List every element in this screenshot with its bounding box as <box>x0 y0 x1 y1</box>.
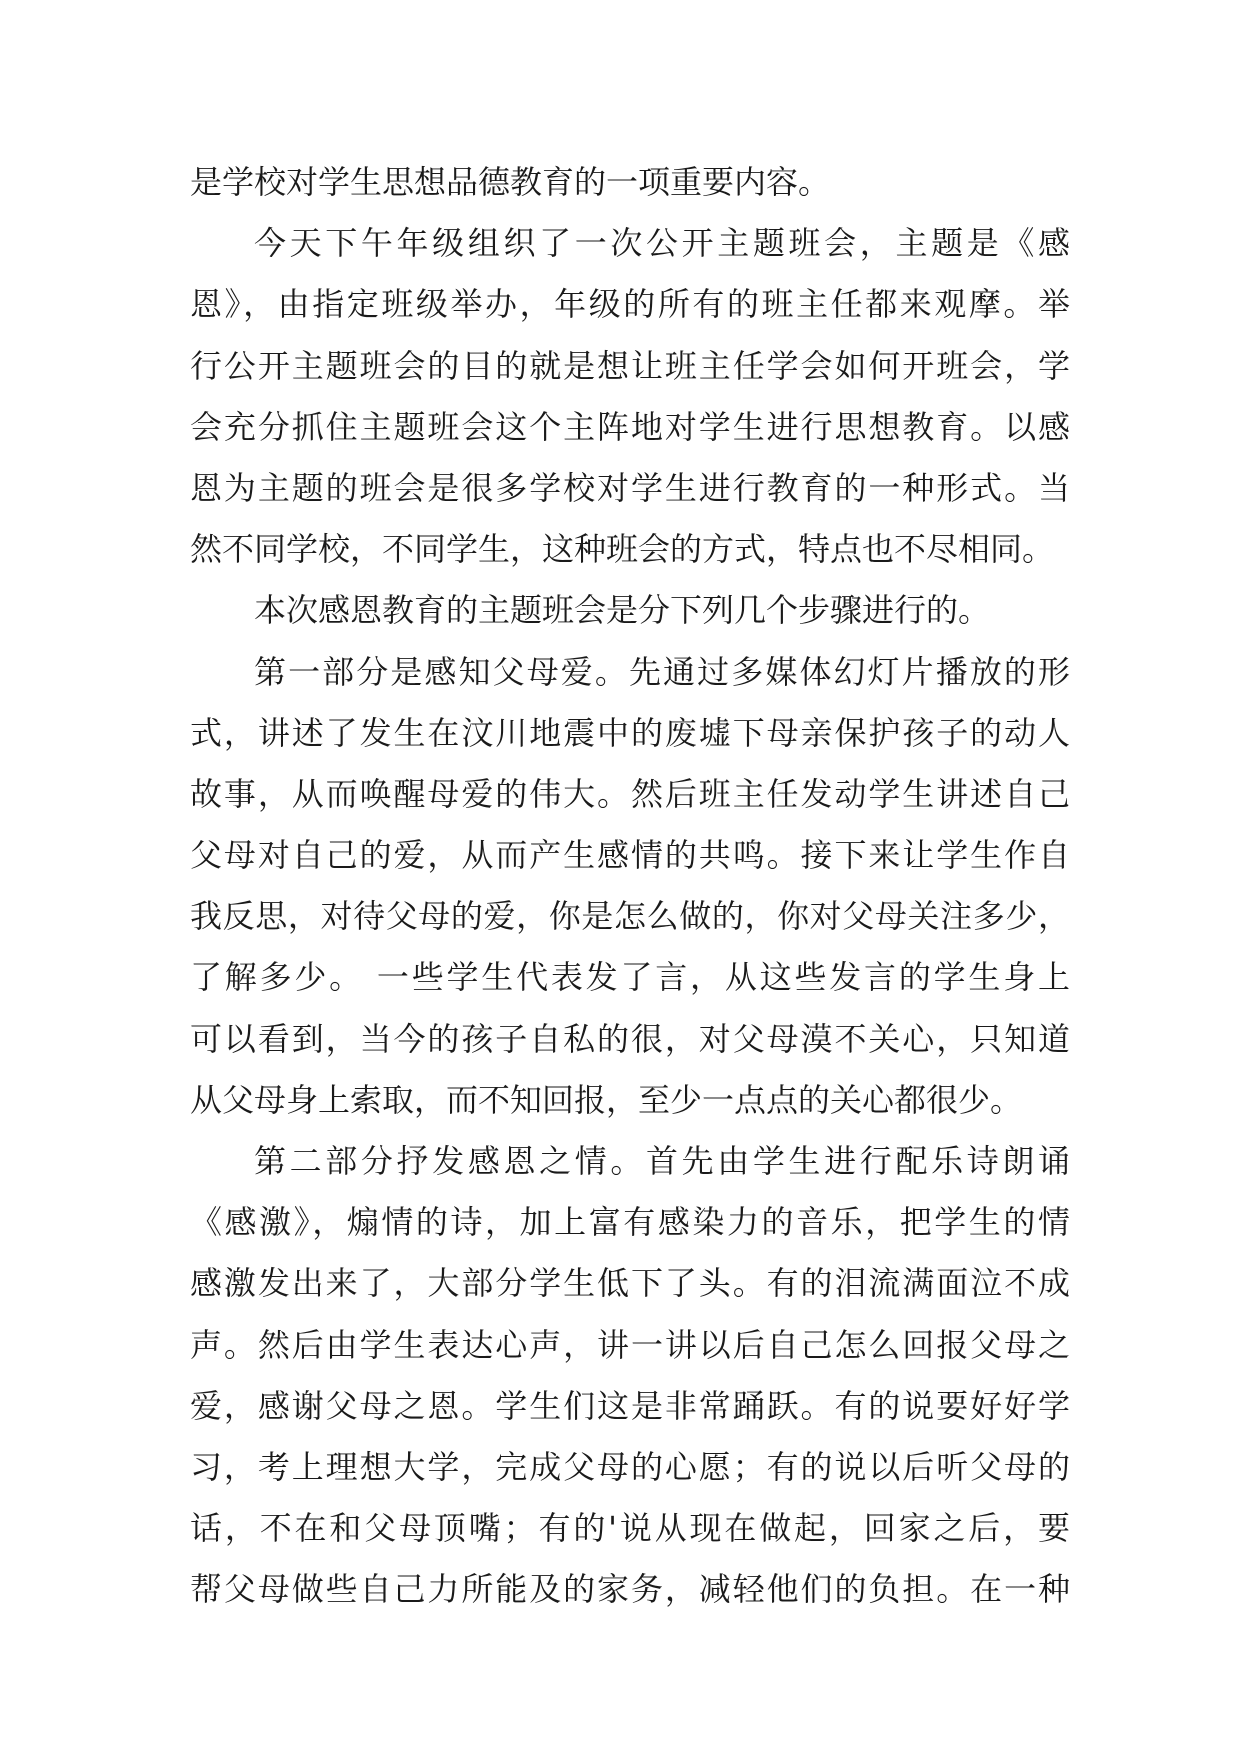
text-line: 感激发出来了，大部分学生低下了头。有的泪流满面泣不成 <box>190 1264 1070 1303</box>
paragraph-first-line: 本次感恩教育的主题班会是分下列几个步骤进行的。 <box>254 591 991 630</box>
text-line: 从父母身上索取，而不知回报，至少一点点的关心都很少。 <box>190 1080 1023 1119</box>
text-line: 《感激》，煽情的诗，加上富有感染力的音乐，把学生的情 <box>190 1203 1070 1242</box>
text-line: 习，考上理想大学，完成父母的心愿；有的说以后听父母的 <box>190 1447 1070 1486</box>
text-line: 了解多少。 一些学生代表发了言，从这些发言的学生身上 <box>190 958 1070 997</box>
text-line: 会充分抓住主题班会这个主阵地对学生进行思想教育。以感 <box>190 407 1070 446</box>
paragraph-first-line: 第一部分是感知父母爱。先通过多媒体幻灯片播放的形 <box>254 652 1070 691</box>
text-line: 恩》，由指定班级举办，年级的所有的班主任都来观摩。举 <box>190 285 1070 324</box>
text-line: 话，不在和父母顶嘴；有的'说从现在做起，回家之后，要 <box>190 1509 1070 1548</box>
text-line: 式，讲述了发生在汶川地震中的废墟下母亲保护孩子的动人 <box>190 713 1070 752</box>
text-line: 恩为主题的班会是很多学校对学生进行教育的一种形式。当 <box>190 468 1070 507</box>
text-line: 然不同学校，不同学生，这种班会的方式，特点也不尽相同。 <box>190 530 1055 569</box>
text-line: 声。然后由学生表达心声，讲一讲以后自己怎么回报父母之 <box>190 1325 1070 1364</box>
text-line: 爱，感谢父母之恩。学生们这是非常踊跃。有的说要好好学 <box>190 1386 1070 1425</box>
text-line: 故事，从而唤醒母爱的伟大。然后班主任发动学生讲述自己 <box>190 774 1070 813</box>
text-line: 我反思，对待父母的爱，你是怎么做的，你对父母关注多少， <box>190 897 1070 936</box>
text-line: 是学校对学生思想品德教育的一项重要内容。 <box>190 163 831 201</box>
paragraph-first-line: 今天下午年级组织了一次公开主题班会，主题是《感 <box>254 224 1070 263</box>
paragraph-first-line: 第二部分抒发感恩之情。首先由学生进行配乐诗朗诵 <box>254 1142 1070 1180</box>
text-line: 可以看到，当今的孩子自私的很，对父母漠不关心，只知道 <box>190 1019 1070 1058</box>
text-line: 父母对自己的爱，从而产生感情的共鸣。接下来让学生作自 <box>190 836 1070 875</box>
text-line: 帮父母做些自己力所能及的家务，减轻他们的负担。在一种 <box>190 1570 1070 1609</box>
text-line: 行公开主题班会的目的就是想让班主任学会如何开班会，学 <box>190 346 1070 385</box>
body-text <box>190 152 1070 1621</box>
